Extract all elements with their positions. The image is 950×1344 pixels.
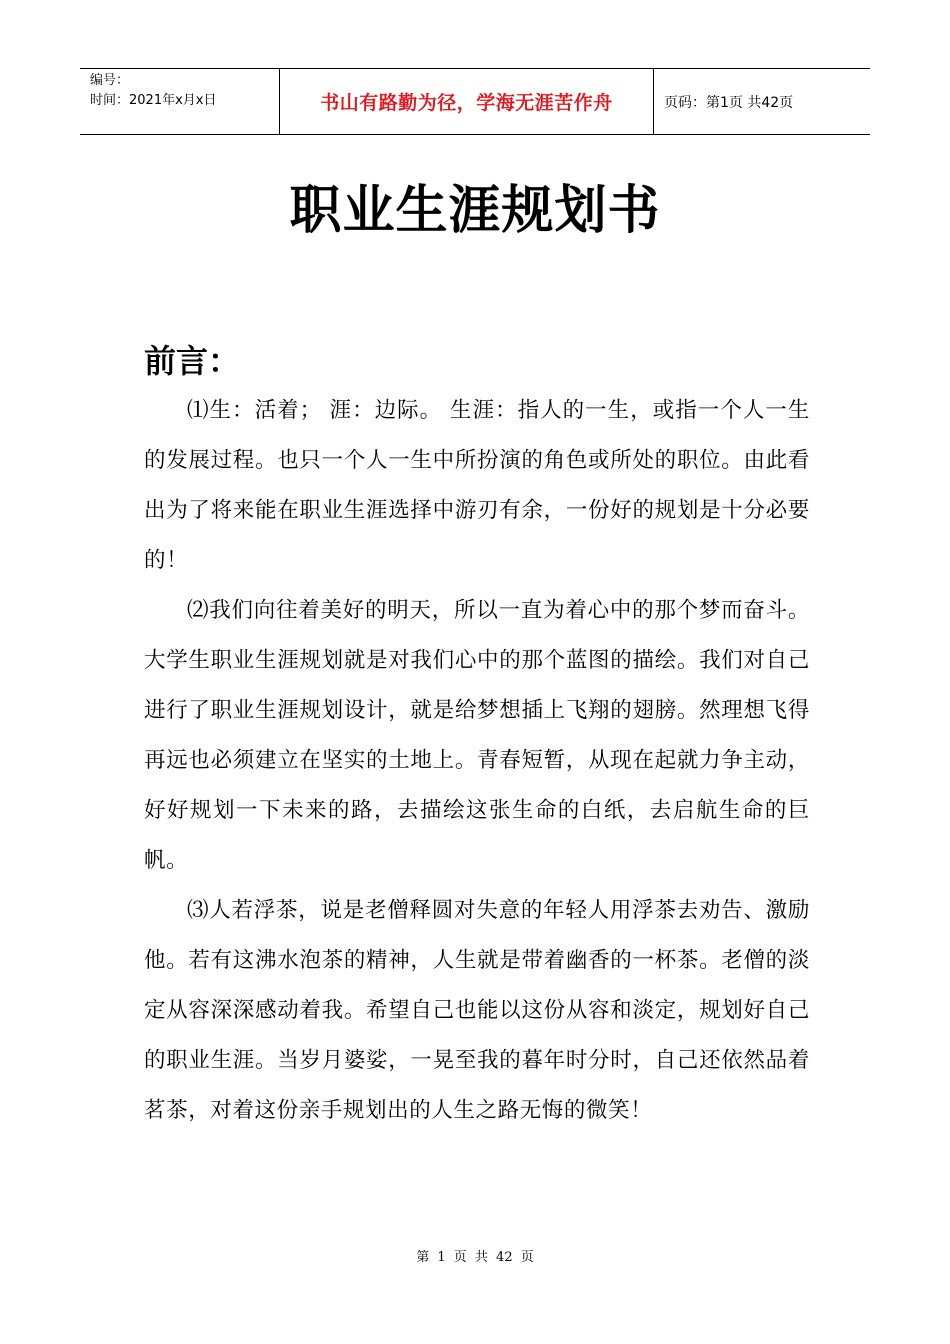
paragraph-2: ⑵我们向往着美好的明天，所以一直为着心中的那个梦而奋斗。大学生职业生涯规划就是对我们心中的那个蓝图的描绘。我们对自己进行了职业生涯规划设计，就是给梦想插上飞翔的翅膀。然理想飞得再远也必须建立在坚实的土地上。青春短暂，从现在起就力争主动，好好规划一下未来的路，去描绘这张生命的白纸，去启航生命的巨帆。 bbox=[144, 598, 810, 873]
paragraph-3: ⑶人若浮茶，说是老僧释圆对失意的年轻人用浮茶去劝告、激励他。若有这沸水泡茶的精神，人生就是带着幽香的一杯茶。老僧的淡定从容深深感动着我。希望自己也能以这份从容和淡定，规划好自己的职业生涯。当岁月婆娑，一晃至我的暮年时分时，自己还依然品着茗茶，对着这份亲手规划出的人生之路无悔的微笑！ bbox=[144, 898, 810, 1123]
header-motto: 书山有路勤为径，学海无涯苦作舟 bbox=[280, 69, 654, 134]
header-page-info: 页码：第1页 共42页 bbox=[664, 94, 794, 111]
preface-heading: 前言： bbox=[144, 342, 241, 380]
document-title: 职业生涯规划书 bbox=[289, 180, 661, 241]
paragraph-1: ⑴生：活着； 涯：边际。 生涯：指人的一生，或指一个人一生的发展过程。也只一个人一生中所扮演的角色或所处的职位。由此看出为了将来能在职业生涯选择中游刃有余，一份好的规划是十分必要的！ bbox=[144, 398, 810, 573]
document-date: 时间：2021年x月x日 bbox=[90, 93, 217, 108]
page-footer: 第 1 页 共 42 页 bbox=[416, 1250, 534, 1265]
document-body bbox=[144, 386, 810, 1136]
page-header bbox=[80, 68, 870, 135]
document-number-label: 编号： bbox=[90, 73, 130, 88]
header-meta bbox=[80, 69, 280, 134]
